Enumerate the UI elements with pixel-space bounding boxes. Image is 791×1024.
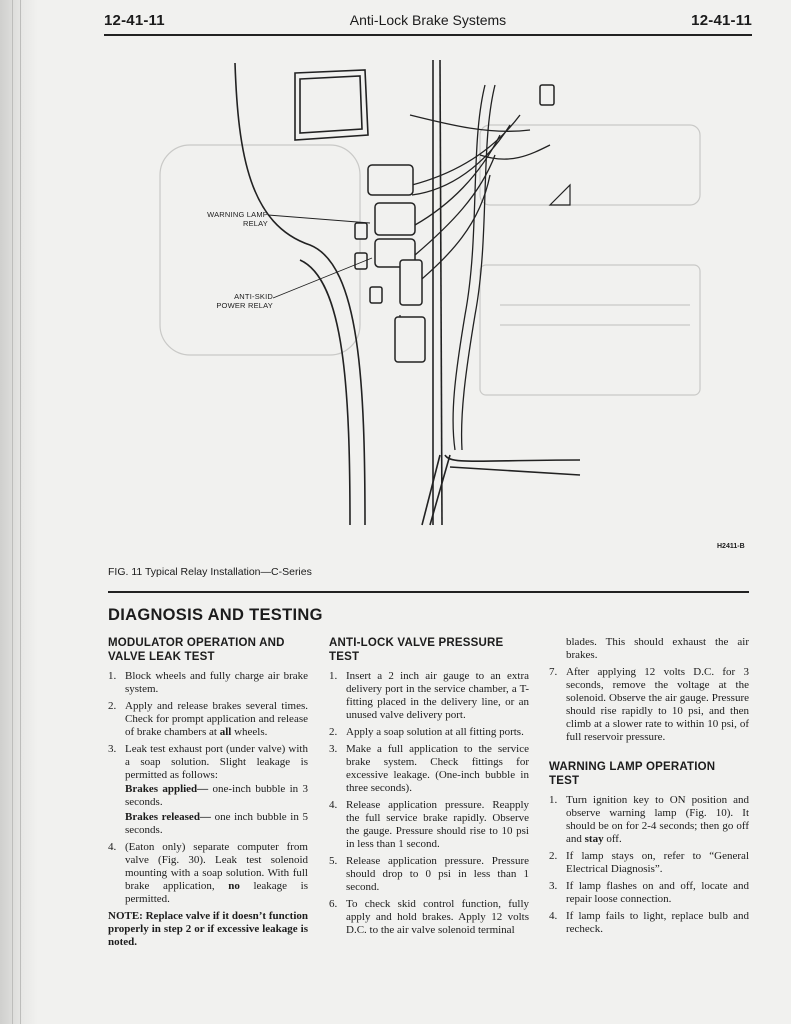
list-item: 3. If lamp flashes on and off, locate and repair loose connection. [549,880,749,905]
list-item: 1. Turn ignition key to ON position and observe warning lamp (Fig. 10). It should be on for 2-4 seconds; then go off and stay off. [549,794,749,845]
section-rule [108,591,749,593]
binding-line [12,0,13,1024]
binding-line [20,0,21,1024]
list-item: 4. If lamp fails to light, replace bulb and recheck. [549,910,749,935]
list-item: 2. If lamp stays on, refer to “General Electrical Diagnosis”. [549,850,749,875]
list-item: 3. Make a full application to the service brake system. Check fittings for excessive leakage. (One-inch bubble in three seconds). [329,743,529,794]
replace-valve-note: NOTE: Replace valve if it doesn’t function properly in step 2 or if excessive leakage is noted. [108,910,308,948]
leak-limit-applied: Brakes applied— one-inch bubble in 3 seconds. [125,783,308,808]
list-item: 2. Apply a soap solution at all fitting ports. [329,726,524,738]
section-title: DIAGNOSIS AND TESTING [108,606,323,624]
callout-anti-skid-power-relay: ANTI-SKID POWER RELAY [216,292,273,310]
heading-modulator-test: MODULATOR OPERATION AND VALVE LEAK TEST [108,637,285,663]
list-item: 7. After applying 12 volts D.C. for 3 seconds, remove the voltage at the solenoid. Observe the air gauge. Pressure should rise rapidly to 10 psi, and then climb at a slower rate to within 10 psi, of full reservoir pressure. [549,666,749,743]
heading-warning-lamp-test: WARNING LAMP OPERATION TEST [549,761,716,787]
figure-caption: FIG. 11 Typical Relay Installation—C-Series [108,566,312,578]
column-modulator-test [108,636,308,949]
list-item: 5. Release application pressure. Pressure should drop to 0 psi in less than 1 second. [329,855,529,893]
page-number-left: 12-41-11 [104,12,165,29]
relay-installation-figure [150,55,750,535]
list-item: 2. Apply and release brakes several times. Check for prompt application and release of brake chambers at all wheels. [108,700,308,738]
header-rule [104,34,752,36]
binding-shadow [0,0,38,1024]
heading-valve-pressure-test: ANTI-LOCK VALVE PRESSURE TEST [329,637,504,663]
page-title: Anti-Lock Brake Systems [349,12,507,28]
list-item: 4. Release application pressure. Reapply the full service brake rapidly. Observe the gauge. Pressure should rise to 10 psi in less than 1 second. [329,799,529,850]
list-item: 6. To check skid control function, fully apply and hold brakes. Apply 12 volts D.C. to the air valve solenoid terminal [329,898,529,936]
list-item: 4. (Eaton only) separate computer from valve (Fig. 30). Leak test solenoid mounting with a soap solution. With full brake application, no leakage is permitted. [108,841,308,905]
list-item: 1. Block wheels and fully charge air brake system. [108,670,308,695]
leak-limit-released: Brakes released— one inch bubble in 5 seconds. [125,811,308,836]
figure-code: H2411-B [717,543,745,550]
list-item: 3. Leak test exhaust port (under valve) with a soap solution. Slight leakage is permitted as follows: Brakes applied— one-inch bubble in 3 seconds. Brakes released— one inch bubble in 5 seconds. [108,743,308,836]
page-number-right: 12-41-11 [691,12,752,29]
continued-text: blades. This should exhaust the air brakes. [566,636,749,661]
page-header [104,10,752,36]
list-item: 1. Insert a 2 inch air gauge to an extra delivery port in the service chamber, a T-fitting placed in the delivery line, or an unused valve delivery port. [329,670,529,721]
column-warning-lamp-test [549,636,749,940]
column-valve-pressure-test [329,636,529,941]
callout-warning-lamp-relay: WARNING LAMP RELAY [207,210,268,228]
